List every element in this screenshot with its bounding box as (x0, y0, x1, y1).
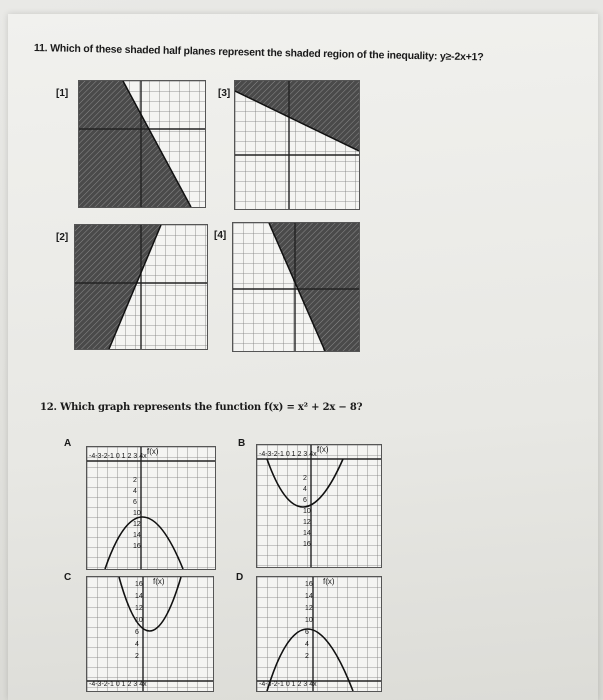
option-b-label: B (238, 438, 246, 449)
option-1-label: [1] (56, 88, 69, 99)
question-12-text: 12. Which graph represents the function f(x) = x² + 2x − 8? (40, 402, 363, 413)
y-ticks-d: 16 14 12 10 6 4 2 (305, 581, 313, 660)
y-ticks-a: 2 4 6 10 12 14 16 (133, 477, 141, 550)
option-3-label: [3] (218, 88, 231, 99)
x-ticks-c: -4-3-2-1 0 1 2 3 4x (89, 681, 147, 688)
option-2-label: [2] (56, 232, 69, 243)
fx-label-d: f(x) (323, 577, 335, 586)
x-ticks-a: -4-3-2-1 0 1 2 3 4x (89, 453, 147, 460)
option-c-label: C (64, 572, 72, 583)
half-plane-graph-3 (234, 80, 360, 210)
parabola-graph-a (86, 446, 216, 570)
half-plane-graph-4 (232, 222, 360, 352)
option-4-label: [4] (214, 230, 227, 241)
question-11-text: 11. Which of these shaded half planes represent the shaded region of the inequality: y≥-2x+1? (33, 42, 484, 64)
fx-label-a: f(x) (147, 447, 159, 456)
parabola-graph-d (256, 576, 382, 692)
x-ticks-d: -4-3-2-1 0 1 2 3 4x (259, 681, 317, 688)
fx-label-b: f(x) (317, 445, 329, 454)
option-a-label: A (64, 438, 72, 449)
option-d-label: D (236, 572, 244, 583)
y-ticks-c: 16 14 12 10 6 4 2 (135, 581, 143, 660)
parabola-graph-b (256, 444, 382, 568)
parabola-graph-c (86, 576, 214, 692)
x-ticks-b: -4-3-2-1 0 1 2 3 4x (259, 451, 317, 458)
half-plane-graph-2 (74, 224, 208, 350)
y-ticks-b: 2 4 6 10 12 14 16 (303, 475, 311, 548)
fx-label-c: f(x) (153, 577, 165, 586)
half-plane-graph-1 (78, 80, 206, 208)
